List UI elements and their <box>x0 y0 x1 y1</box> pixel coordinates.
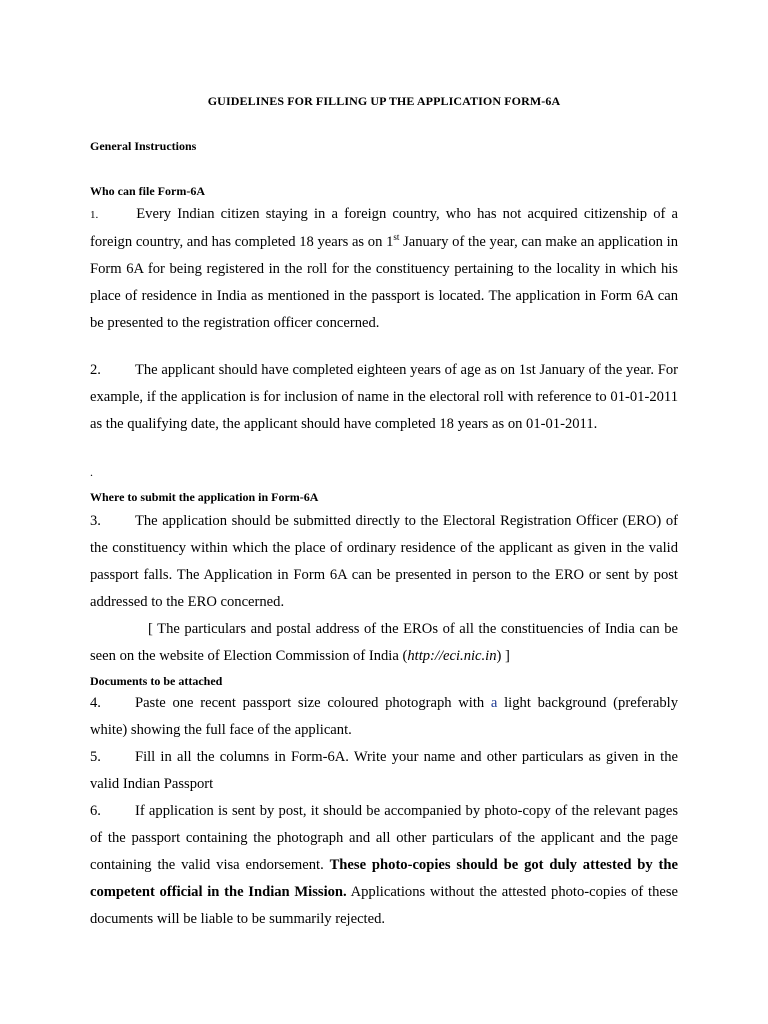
heading-who-can-file: Who can file Form-6A <box>90 184 205 198</box>
paragraph-3-note-text-b: ) ] <box>496 648 510 664</box>
paragraph-1 <box>90 201 678 337</box>
paragraph-2-text: The applicant should have completed eighteen years of age as on 1st January of the year. For example, if the application is for inclusion of name in the electoral roll with reference to 01-01-2011 as the qualifying date, the applicant should have completed 18 years as on 01-01-2011. <box>90 362 678 432</box>
paragraph-3 <box>90 508 678 616</box>
paragraph-1-superscript: st <box>393 232 400 243</box>
paragraph-3-note-text-a: [ The particulars and postal address of the EROs of all the constituencies of India can be seen on the website of Election Commission of India ( <box>90 621 678 664</box>
paragraph-6-text-a: If application is sent by post, it should be accompanied by photo-copy of the relevant pages of the passport containing the photograph and all other particulars of the applicant and the page containing the valid visa endorsement. <box>90 803 678 873</box>
paragraph-6 <box>90 798 678 933</box>
eci-website-link[interactable]: http://eci.nic.in <box>407 648 497 664</box>
paragraph-5-text: Fill in all the columns in Form-6A. Write your name and other particulars as given in the valid Indian Passport <box>90 749 678 792</box>
paragraph-5-number: 5. <box>90 749 101 765</box>
heading-documents: Documents to be attached <box>90 674 223 688</box>
paragraph-1-number: 1. <box>90 209 99 221</box>
paragraph-5 <box>90 744 678 798</box>
heading-where-to-submit: Where to submit the application in Form-6A <box>90 490 319 504</box>
paragraph-6-text-b: Applications without the attested photo-copies of these documents will be liable to be summarily rejected. <box>90 884 678 927</box>
paragraph-4-blue-word: a <box>490 695 498 711</box>
paragraph-3-number: 3. <box>90 513 101 529</box>
paragraph-2-number: 2. <box>90 362 101 378</box>
page-title: GUIDELINES FOR FILLING UP THE APPLICATION FORM-6A <box>207 94 561 108</box>
heading-general-instructions: General Instructions <box>90 139 197 153</box>
paragraph-1-text-a: Every Indian citizen staying in a foreign country, who has not acquired citizenship of a foreign country, and has completed 18 years as on 1 <box>90 206 678 250</box>
paragraph-6-number: 6. <box>90 803 101 819</box>
paragraph-6-bold-text: These photo-copies should be got duly attested by the competent official in the Indian Mission. <box>90 857 678 900</box>
stray-dot: . <box>90 465 93 479</box>
paragraph-1-text-b: January of the year, can make an application in Form 6A for being registered in the roll for the constituency pertaining to the locality in which his place of residence in India as mentioned in the passport is located. The application in Form 6A can be presented to the registration officer concerned. <box>90 234 678 331</box>
paragraph-2 <box>90 357 678 438</box>
paragraph-4 <box>90 690 678 744</box>
paragraph-4-number: 4. <box>90 695 101 711</box>
paragraph-4-text-a: Paste one recent passport size coloured photograph with <box>134 695 491 711</box>
paragraph-4-text-b: light background (preferably white) showing the full face of the applicant. <box>90 695 678 738</box>
paragraph-3-note <box>90 616 678 670</box>
paragraph-3-text: The application should be submitted directly to the Electoral Registration Officer (ERO) of the constituency within which the place of ordinary residence of the applicant as given in the valid passport falls. The Application in Form 6A can be presented in person to the ERO or sent by post addressed to the ERO concerned. <box>90 513 678 610</box>
